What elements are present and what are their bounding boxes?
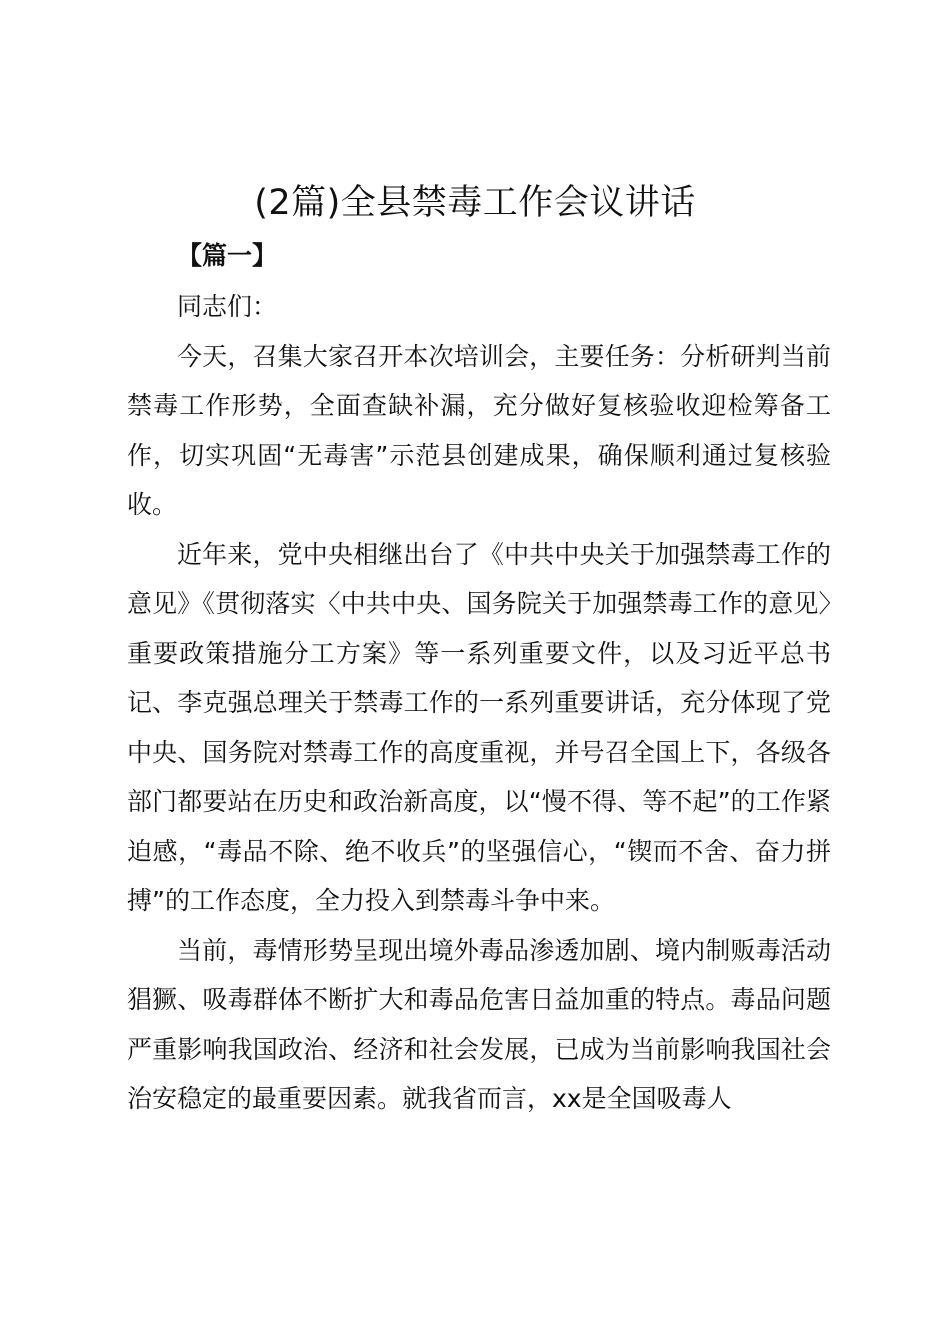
paragraph-2: 近年来，党中央相继出台了《中共中央关于加强禁毒工作的意见》《贯彻落实〈中共中央、国务院关于加强禁毒工作的意见〉重要政策措施分工方案》等一系列重要文件，以及习近平总书记、李克强总理关于禁毒工作的一系列重要讲话，充分体现了党中央、国务院对禁毒工作的高度重视，并号召全国上下，各级各部门都要站在历史和政治新高度，以“慢不得、等不起”的工作紧迫感，“毒品不除、绝不收兵”的坚强信心，“锲而不舍、奋力拼搏”的工作态度，全力投入到禁毒斗争中来。	[127, 539, 831, 915]
paragraph-3: 当前，毒情形势呈现出境外毒品渗透加剧、境内制贩毒活动猖獗、吸毒群体不断扩大和毒品危害日益加重的特点。毒品问题严重影响我国政治、经济和社会发展，已成为当前影响我国社会治安稳定的最重要因素。就我省而言，xx是全国吸毒人	[127, 935, 831, 1113]
paragraph-1: 今天，召集大家召开本次培训会，主要任务：分析研判当前禁毒工作形势，全面查缺补漏，充分做好复核验收迎检筹备工作，切实巩固“无毒害”示范县创建成果，确保顺利通过复核验收。	[127, 341, 831, 519]
salutation: 同志们：	[177, 292, 278, 321]
document-body	[127, 282, 831, 1124]
section-label: 【篇一】	[177, 241, 278, 270]
document-title: (2篇)全县禁毒工作会议讲话	[254, 183, 696, 223]
